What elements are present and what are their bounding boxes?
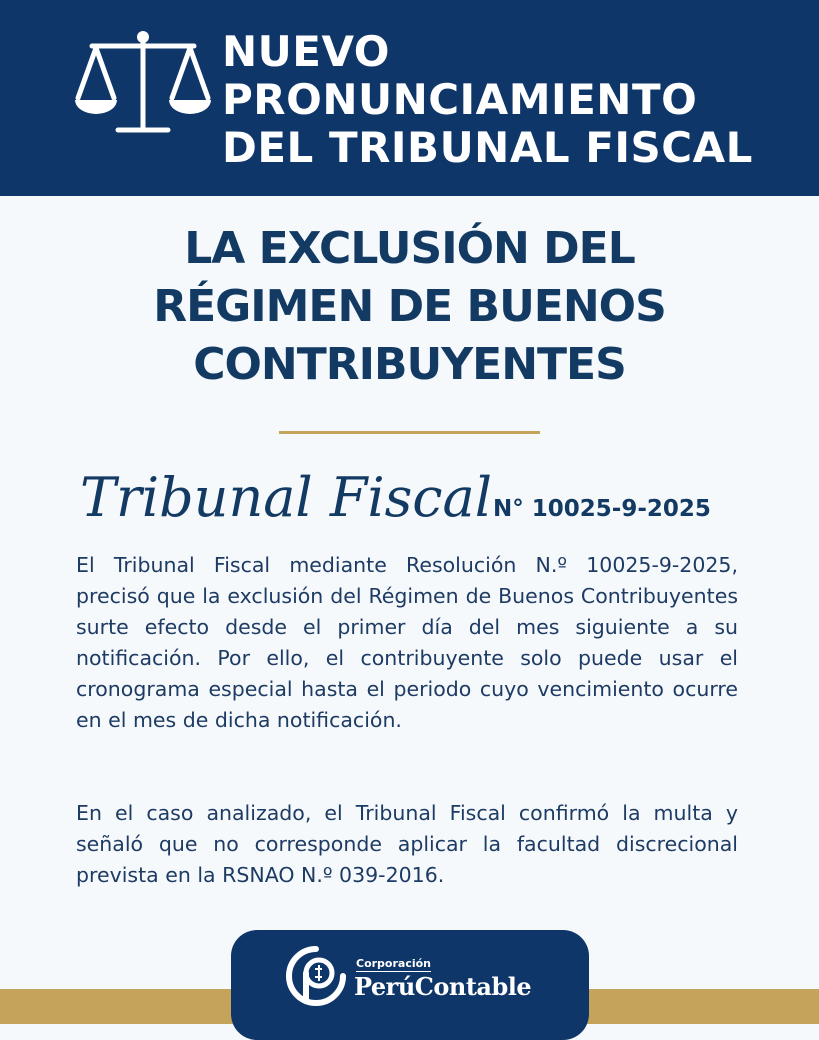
header-title-line: NUEVO <box>222 27 390 76</box>
body-paragraph: El Tribunal Fiscal mediante Resolución N.º 10025-9-2025, precisó que la exclusión del Régimen de Buenos Contribuyentes surte efecto desde el primer día del mes siguiente a su notificación. Por ello, el contribuyente solo puede usar el cronograma especial hasta el periodo cuyo vencimiento ocurre en el mes de dicha notificación. <box>76 553 738 732</box>
header-title <box>222 28 753 172</box>
peru-contable-logo-icon <box>283 943 349 1009</box>
main-title-line: CONTRIBUYENTES <box>193 339 626 390</box>
logo-name-text: PerúContable <box>354 972 532 1001</box>
header-banner <box>0 0 819 196</box>
script-title: Tribunal Fiscal <box>80 466 493 529</box>
scales-of-justice-icon <box>72 28 214 140</box>
body-paragraph: En el caso analizado, el Tribunal Fiscal confirmó la multa y señaló que no corresponde aplicar la facultad discrecional prevista en la RSNAO N.º 039-2016. <box>76 801 738 887</box>
header-title-line: PRONUNCIAMIENTO <box>222 75 698 124</box>
main-title-line: RÉGIMEN DE BUENOS <box>153 281 666 332</box>
resolution-number: N° 10025-9-2025 <box>493 496 711 522</box>
main-title <box>0 220 819 394</box>
header-title-line: DEL TRIBUNAL FISCAL <box>222 123 753 172</box>
main-title-line: LA EXCLUSIÓN DEL <box>184 223 635 274</box>
logo-small-text: Corporación <box>356 957 432 970</box>
gold-divider <box>279 431 540 434</box>
